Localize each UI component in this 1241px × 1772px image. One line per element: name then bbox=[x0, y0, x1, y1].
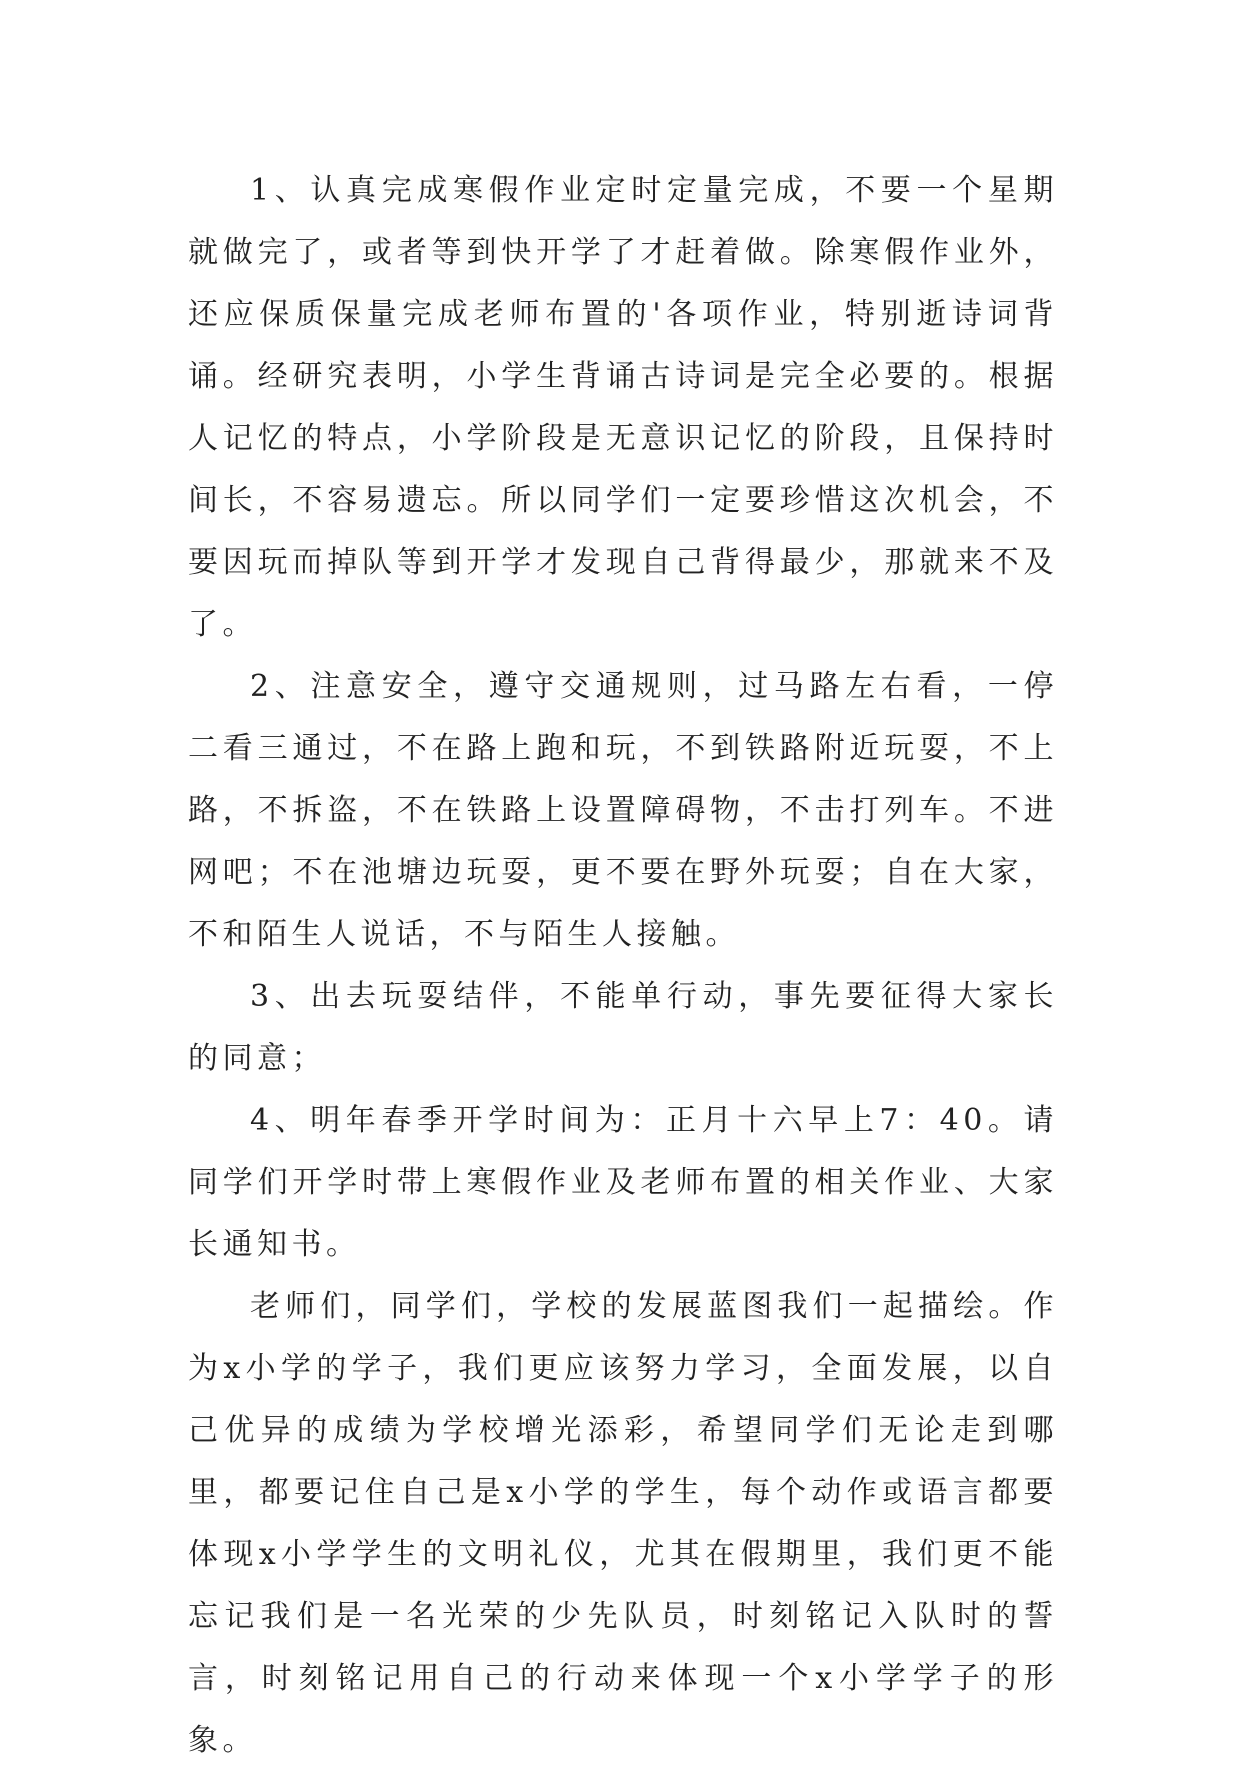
paragraph-closing: 老师们，同学们，学校的发展蓝图我们一起描绘。作为x小学的学子，我们更应该努力学习，全面发展，以自己优异的成绩为学校增光添彩，希望同学们无论走到哪里，都要记住自己是x小学的学生，每个动作或语言都要体现x小学学生的文明礼仪，尤其在假期里，我们更不能忘记我们是一名光荣的少先队员，时刻铭记入队时的誓言，时刻铭记用自己的行动来体现一个x小学学子的形象。 bbox=[188, 1289, 1058, 1758]
paragraph-outing: 3、出去玩耍结伴，不能单行动，事先要征得大家长的同意； bbox=[188, 979, 1058, 1076]
paragraph-safety: 2、注意安全，遵守交通规则，过马路左右看，一停二看三通过，不在路上跑和玩，不到铁路附近玩耍，不上路，不拆盗，不在铁路上设置障碍物，不击打列车。不进网吧；不在池塘边玩耍，更不要在野外玩耍；自在大家，不和陌生人说话，不与陌生人接触。 bbox=[188, 669, 1058, 952]
paragraph-homework: 1、认真完成寒假作业定时定量完成，不要一个星期就做完了，或者等到快开学了才赶着做。除寒假作业外，还应保质保量完成老师布置的'各项作业，特别逝诗词背诵。经研究表明，小学生背诵古诗词是完全必要的。根据人记忆的特点，小学阶段是无意识记忆的阶段，且保持时间长，不容易遗忘。所以同学们一定要珍惜这次机会，不要因玩而掉队等到开学才发现自己背得最少，那就来不及了。 bbox=[188, 173, 1058, 642]
document-body bbox=[188, 160, 1058, 1772]
paragraph-school-start: 4、明年春季开学时间为：正月十六早上7：40。请同学们开学时带上寒假作业及老师布置的相关作业、大家长通知书。 bbox=[188, 1103, 1058, 1262]
